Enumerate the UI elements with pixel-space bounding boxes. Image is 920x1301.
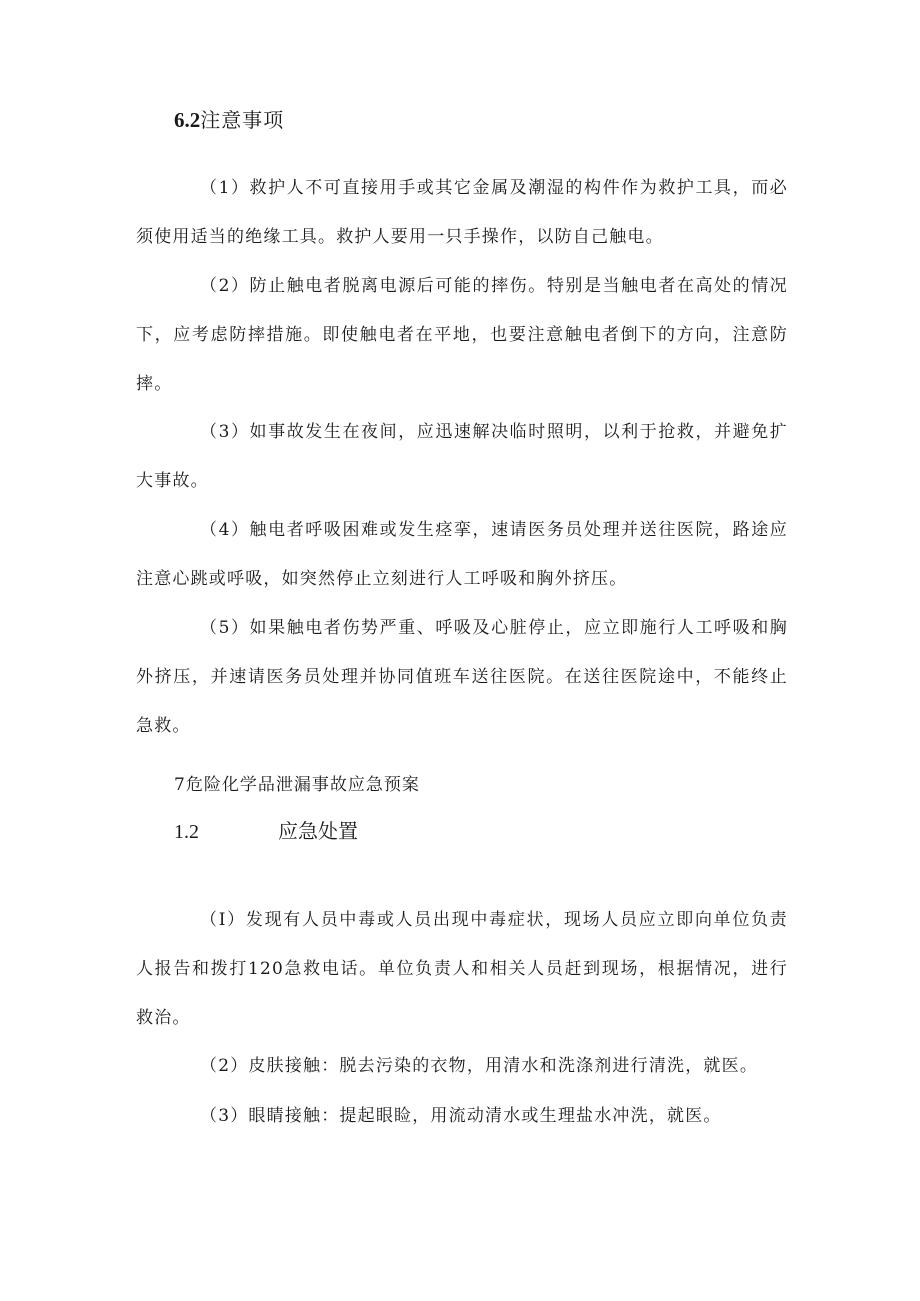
note-paragraph-4: （4）触电者呼吸困难或发生痉挛，速请医务员处理并送往医院，路途应注意心跳或呼吸，如突然停止立刻进行人工呼吸和胸外挤压。	[136, 520, 788, 589]
note-paragraph-1: （1）救护人不可直接用手或其它金属及潮湿的构件作为救护工具，而必须使用适当的绝缘工具。救护人要用一只手操作，以防自己触电。	[136, 178, 788, 247]
note-paragraph-2: （2）防止触电者脱离电源后可能的摔伤。特别是当触电者在高处的情况下，应考虑防摔措施。即使触电者在平地，也要注意触电者倒下的方向，注意防摔。	[136, 276, 788, 394]
measure-paragraph-1: （I）发现有人员中毒或人员出现中毒症状，现场人员应立即向单位负责人报告和拨打120急救电话。单位负责人和相关人员赶到现场，根据情况，进行救治。	[136, 910, 788, 1028]
section-number: 6.2	[174, 108, 201, 132]
measure-paragraph-3: （3）眼睛接触：提起眼睑，用流动清水或生理盐水冲洗，就医。	[200, 1106, 722, 1126]
section-heading-1-2	[174, 815, 358, 844]
section-heading-6-2	[174, 104, 284, 133]
note-paragraph-3: （3）如事故发生在夜间，应迅速解决临时照明，以利于抢救，并避免扩大事故。	[136, 422, 788, 491]
subsection-title: 应急处置	[278, 819, 358, 843]
section-title: 注意事项	[200, 108, 285, 132]
section-heading-7: 7危险化学品泄漏事故应急预案	[174, 775, 420, 795]
subsection-number: 1.2	[174, 821, 199, 843]
note-paragraph-5: （5）如果触电者伤势严重、呼吸及心脏停止，应立即施行人工呼吸和胸外挤压，并速请医务员处理并协同值班车送往医院。在送往医院途中，不能终止急救。	[136, 618, 788, 736]
measure-paragraph-2: （2）皮肤接触：脱去污染的衣物，用清水和洗涤剂进行清洗，就医。	[200, 1056, 759, 1076]
